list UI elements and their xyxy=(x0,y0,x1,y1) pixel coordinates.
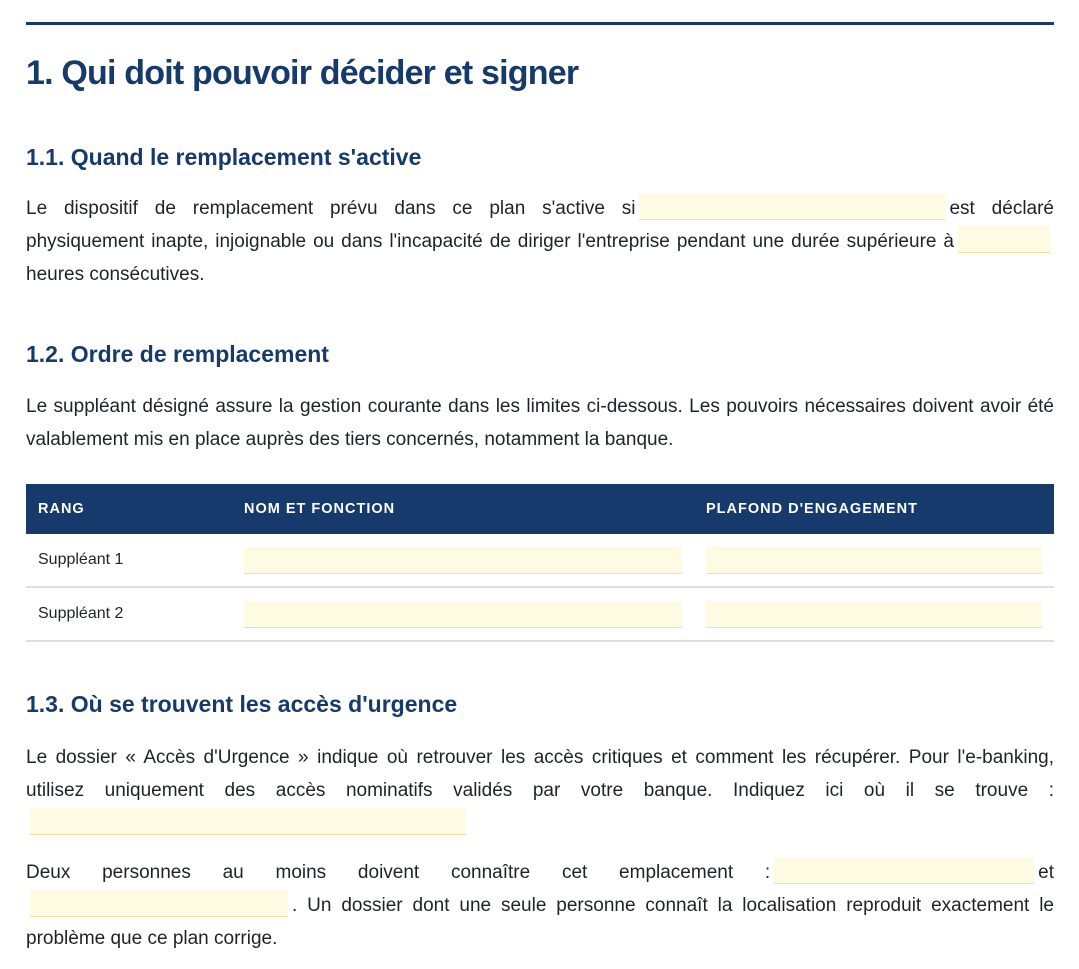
section-1-1-paragraph xyxy=(26,192,1054,291)
text-segment: Le dispositif de remplacement prévu dans ce plan s'active si xyxy=(26,198,636,219)
section-heading-1-3: 1.3. Où se trouvent les accès d'urgence xyxy=(26,691,458,717)
text-segment: . Un dossier dont une seule personne connaît la localisation reproduit exactement le problème que ce plan corrige. xyxy=(26,895,1054,949)
name-function-field[interactable] xyxy=(244,601,682,628)
table-header-row xyxy=(26,484,1054,534)
section-heading-1-2: 1.2. Ordre de remplacement xyxy=(26,341,329,367)
section-1-3-paragraph-2 xyxy=(26,856,1054,955)
text-segment: Deux personnes au moins doivent connaître cet emplacement : xyxy=(26,862,771,883)
text-segment: Le dossier « Accès d'Urgence » indique où retrouver les accès critiques et comment les récupérer. Pour l'e-banking, utilisez uniquement des accès nominatifs validés par votre banque. Indiquez ici où il se trouve : xyxy=(26,747,1054,801)
person-2-field[interactable] xyxy=(30,890,288,917)
section-heading-1-1: 1.1. Quand le remplacement s'active xyxy=(26,144,422,170)
table-row xyxy=(26,587,1054,641)
rank-cell: Suppléant 2 xyxy=(26,587,244,641)
header-rank: RANG xyxy=(26,484,244,534)
header-name-function: NOM ET FONCTION xyxy=(244,484,706,534)
name-cell xyxy=(244,587,706,641)
text-segment: heures consécutives. xyxy=(26,264,205,285)
person-1-field[interactable] xyxy=(774,857,1034,884)
section-1-2-paragraph: Le suppléant désigné assure la gestion courante dans les limites ci-dessous. Les pouvoirs nécessaires doivent avoir été valablement mis en place auprès des tiers concernés, notamment la banque. xyxy=(26,396,1054,450)
name-function-field[interactable] xyxy=(244,547,682,574)
header-commitment-cap: PLAFOND D'ENGAGEMENT xyxy=(706,484,1054,534)
cap-cell xyxy=(706,587,1054,641)
replacement-table xyxy=(26,484,1054,642)
page-title: 1. Qui doit pouvoir décider et signer xyxy=(26,54,579,92)
name-cell xyxy=(244,534,706,587)
cap-cell xyxy=(706,534,1054,587)
section-1-3-paragraph-1 xyxy=(26,741,1054,840)
hours-field[interactable] xyxy=(958,226,1050,253)
table-row xyxy=(26,534,1054,587)
commitment-cap-field[interactable] xyxy=(706,601,1042,628)
commitment-cap-field[interactable] xyxy=(706,547,1042,574)
document-page xyxy=(26,22,1054,955)
rank-cell: Suppléant 1 xyxy=(26,534,244,587)
person-name-field[interactable] xyxy=(639,193,945,220)
text-segment: est déclaré physiquement inapte, injoignable ou dans l'incapacité de diriger l'entreprise pendant une durée supérieure à xyxy=(26,198,1055,252)
text-segment: et xyxy=(1038,862,1054,883)
top-rule xyxy=(26,22,1054,25)
location-field[interactable] xyxy=(30,808,466,835)
